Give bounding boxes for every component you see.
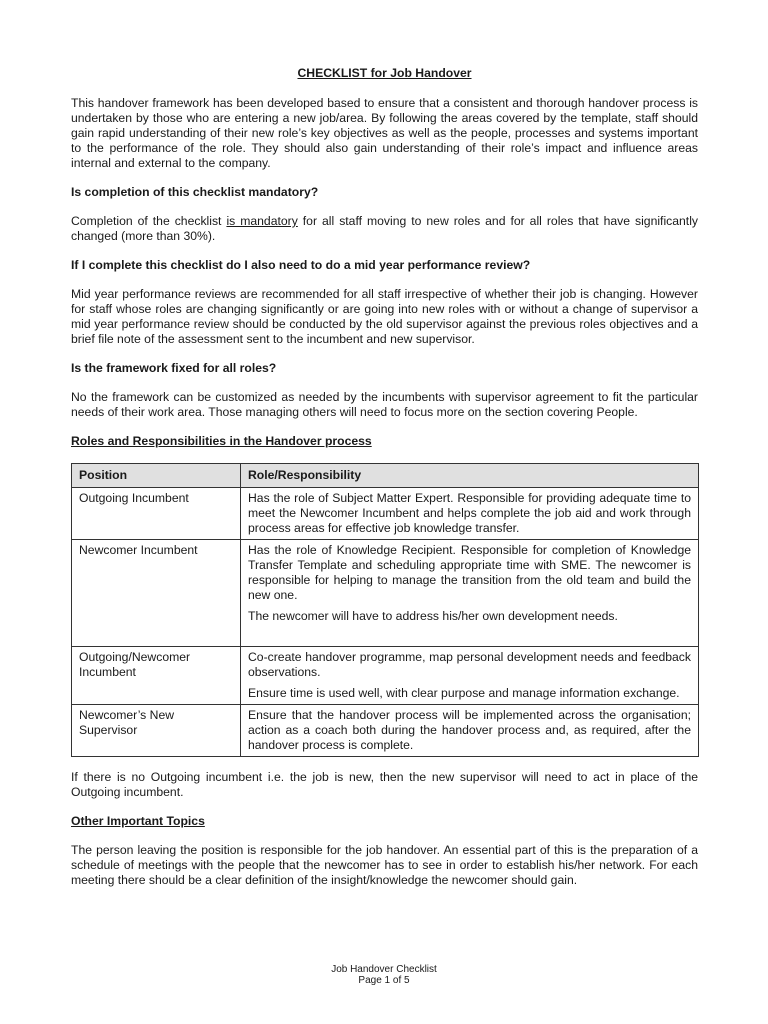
role-cell bbox=[241, 705, 699, 757]
role-cell bbox=[241, 647, 699, 705]
position-cell: Newcomer Incumbent bbox=[72, 540, 241, 647]
position-cell: Outgoing Incumbent bbox=[72, 488, 241, 540]
role-text: Has the role of Subject Matter Expert. Responsible for providing adequate time to meet the Newcomer Incumbent and helps complete the job aid and work through process areas for effective job knowledge transfer. bbox=[248, 491, 691, 535]
column-header-position: Position bbox=[72, 464, 241, 488]
table-row bbox=[72, 705, 699, 757]
answer-mandatory bbox=[71, 214, 698, 244]
role-text: The newcomer will have to address his/her own development needs. bbox=[248, 609, 618, 623]
footer-page-number: Page 1 of 5 bbox=[358, 975, 410, 986]
footer-document-name: Job Handover Checklist bbox=[331, 964, 437, 975]
table-row bbox=[72, 540, 699, 647]
answer-midyear-review: Mid year performance reviews are recommended for all staff irrespective of whether their job is changing. However for staff whose roles are changing significantly or are going into new roles with or without a change of supervisor a mid year performance review should be conducted by the old supervisor against the previous roles objectives and a brief file note of the assessment sent to the incumbent and new supervisor. bbox=[71, 287, 698, 346]
role-cell bbox=[241, 488, 699, 540]
position-cell: Outgoing/Newcomer Incumbent bbox=[72, 647, 241, 705]
role-text: Has the role of Knowledge Recipient. Responsible for completion of Knowledge Transfer Template and scheduling appropriate time with SME. The newcomer is responsible for helping to manage the transition from the old team and build the new one. bbox=[248, 543, 691, 602]
column-header-role: Role/Responsibility bbox=[241, 464, 699, 488]
mandatory-underlined: is mandatory bbox=[226, 214, 298, 228]
table-row bbox=[72, 488, 699, 540]
answer-framework-fixed: No the framework can be customized as needed by the incumbents with supervisor agreement to fit the particular needs of their work area. Those managing others will need to focus more on the section covering People. bbox=[71, 390, 698, 419]
other-topics-paragraph: The person leaving the position is responsible for the job handover. An essential part of this is the preparation of a schedule of meetings with the people that the newcomer has to see in order to establish his/her network. For each meeting there should be a clear definition of the insight/knowledge the newcomer should gain. bbox=[71, 843, 698, 887]
page-footer bbox=[0, 964, 768, 986]
no-outgoing-note: If there is no Outgoing incumbent i.e. the job is new, then the new supervisor will need to act in place of the Outgoing incumbent. bbox=[71, 770, 698, 799]
answer-mandatory-start: Completion of the checklist bbox=[71, 214, 227, 228]
question-midyear-review: If I complete this checklist do I also need to do a mid year performance review? bbox=[71, 258, 531, 272]
table-row bbox=[72, 647, 699, 705]
answer-mandatory-end: for all staff moving to new roles and for all roles that have significantly changed (more than 30%). bbox=[71, 214, 698, 243]
role-text: Ensure time is used well, with clear purpose and manage information exchange. bbox=[248, 686, 680, 700]
roles-table bbox=[71, 463, 699, 757]
other-topics-heading: Other Important Topics bbox=[71, 814, 205, 828]
document-page bbox=[71, 66, 698, 888]
document-title: CHECKLIST for Job Handover bbox=[297, 66, 472, 80]
position-cell: Newcomer’s New Supervisor bbox=[72, 705, 241, 757]
intro-paragraph: This handover framework has been developed based to ensure that a consistent and thorough handover process is undertaken by those who are entering a new job/area. By following the areas covered by the template, staff should gain rapid understanding of their new role’s key objectives as well as the people, processes and systems important to the performance of the role. They should also gain understanding of their role’s impact and influence areas internal and external to the company. bbox=[71, 96, 698, 170]
roles-section-heading: Roles and Responsibilities in the Handover process bbox=[71, 434, 372, 448]
roles-table-header bbox=[72, 464, 699, 488]
role-text: Ensure that the handover process will be implemented across the organisation; action as a coach both during the handover process and, as required, after the handover process is complete. bbox=[248, 708, 691, 752]
role-text: Co-create handover programme, map personal development needs and feedback observations. bbox=[248, 650, 691, 679]
question-framework-fixed: Is the framework fixed for all roles? bbox=[71, 361, 277, 375]
question-mandatory: Is completion of this checklist mandatory? bbox=[71, 185, 319, 199]
role-cell bbox=[241, 540, 699, 647]
